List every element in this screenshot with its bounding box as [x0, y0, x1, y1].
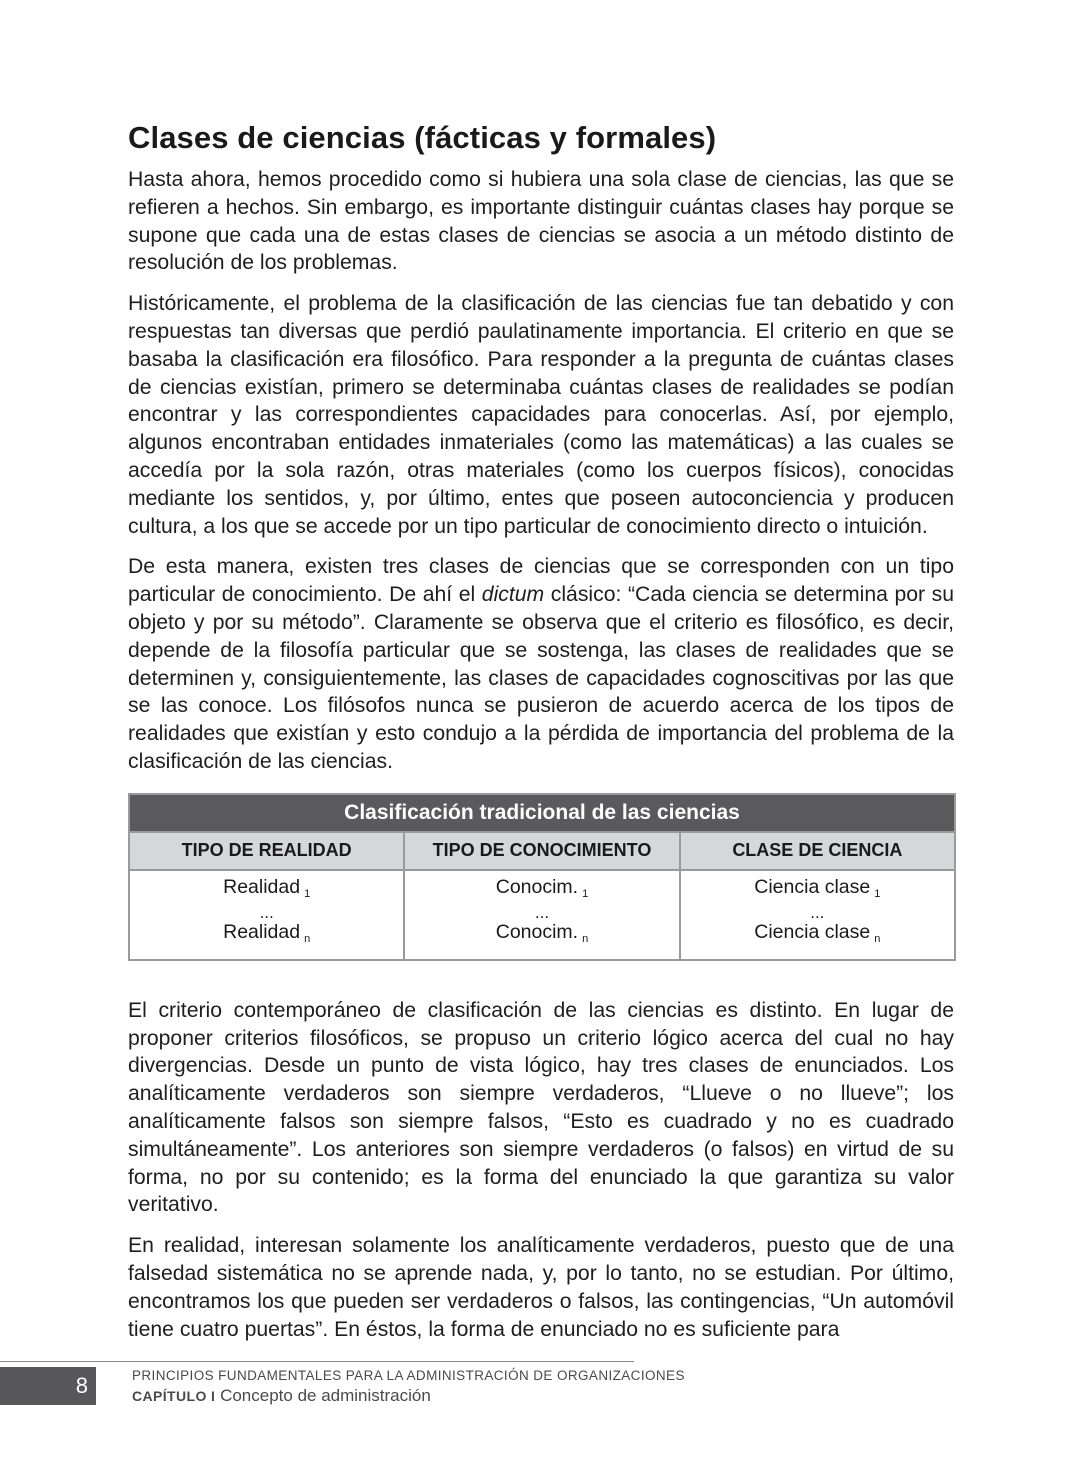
footer-rule	[0, 1361, 634, 1362]
footer-chapter-label: CAPÍTULO I	[132, 1388, 216, 1404]
table-title: Clasificación tradicional de las ciencias	[129, 794, 955, 832]
paragraph-5: En realidad, interesan solamente los analíticamente verdaderos, puesto que de una falsedad sistemática no se aprende nada, y, por lo tanto, no se estudian. Por último, encontramos los que pueden ser verdaderos o falsos, las contingencias, “Un automóvil tiene cuatro puertas”. En éstos, la forma de enunciado no es suficiente para	[128, 1234, 954, 1341]
cell-subscript: n	[582, 932, 589, 945]
cell-text: Realidad	[223, 920, 301, 943]
cell-ciencia	[680, 870, 955, 960]
cell-ellipsis: ...	[259, 902, 274, 922]
dictum-italic: dictum	[481, 583, 545, 607]
page-content	[128, 120, 954, 1356]
footer-chapter	[132, 1385, 685, 1407]
header-tipo-conocimiento: TIPO DE CONOCIMIENTO	[404, 832, 679, 870]
header-tipo-realidad: TIPO DE REALIDAD	[129, 832, 404, 870]
header-clase-ciencia: CLASE DE CIENCIA	[680, 832, 955, 870]
footer-book-title: PRINCIPIOS FUNDAMENTALES PARA LA ADMINISTRACIÓN DE ORGANIZACIONES	[132, 1368, 685, 1383]
classification-table	[128, 793, 956, 961]
paragraph-4: El criterio contemporáneo de clasificación de las ciencias es distinto. En lugar de proponer criterios filosóficos, se propuso un criterio lógico acerca del cual no hay divergencias. Desde un punto de vista lógico, hay tres clases de enunciados. Los analíticamente verdaderos son siempre verdaderos, “Llueve o no llueve”; los analíticamente falsos son siempre falsos, “Esto es cuadrado y no es cuadrado simultáneamente”. Los anteriores son siempre verdaderos (o falsos) en virtud de su forma, no por su contenido; es la forma del enunciado la que garantiza su valor veritativo.	[128, 998, 954, 1217]
cell-ellipsis: ...	[810, 902, 825, 922]
cell-subscript: 1	[874, 887, 881, 900]
cell-conocimiento	[404, 870, 679, 960]
cell-text: Ciencia clase	[754, 920, 871, 943]
paragraph-3-part-1: De esta manera, existen tres clases de ciencias que se corresponden con un tipo particular de conocimiento. De ahí el	[128, 555, 954, 607]
paragraph-2: Históricamente, el problema de la clasificación de las ciencias fue tan debatido y con respuestas tan diversas que perdió paulatinamente importancia. El criterio en que se basaba la clasificación era filosófico. Para responder a la pregunta de cuántas clases de ciencias existían, primero se determinaba cuántas clases de realidades se podían encontrar y las correspondientes capacidades para conocerlas. Así, por ejemplo, algunos encontraban entidades inmateriales (como las matemáticas) a las cuales se accedía por la sola razón, otras materiales (como los cuerpos físicos), conocidas mediante los sentidos, y, por último, entes que poseen autoconciencia y producen cultura, a los que se accede por un tipo particular de conocimiento directo o intuición.	[128, 292, 954, 538]
footer-chapter-title: Concepto de administración	[220, 1386, 431, 1405]
cell-subscript: n	[874, 932, 881, 945]
classification-table-wrap	[128, 793, 954, 961]
cell-realidad	[129, 870, 404, 960]
cell-subscript: 1	[304, 887, 311, 900]
cell-subscript: 1	[582, 887, 589, 900]
paragraph-1: Hasta ahora, hemos procedido como si hubiera una sola clase de ciencias, las que se refieren a hechos. Sin embargo, es importante distinguir cuántas clases hay porque se supone que cada una de estas clases de ciencias se asocia a un método distinto de resolución de los problemas.	[128, 168, 954, 275]
page-number: 8	[0, 1367, 96, 1405]
cell-subscript: n	[304, 932, 311, 945]
paragraph-3	[128, 553, 954, 775]
paragraph-3-part-2: clásico: “Cada ciencia se determina por su objeto y por su método”. Claramente se observa que el criterio es filosófico, es decir, depende de la filosofía particular que se sostenga, las clases de realidades que se determinen y, consiguientemente, las clases de capacidades cognoscitivas por las que se las conoce. Los filósofos nunca se pusieron de acuerdo acerca de los tipos de realidades que existían y esto condujo a la pérdida de importancia del problema de la clasificación de las ciencias.	[128, 583, 954, 773]
footer-text	[132, 1367, 685, 1407]
cell-text: Realidad	[223, 875, 301, 898]
cell-ellipsis: ...	[534, 902, 550, 922]
cell-text: Ciencia clase	[754, 875, 871, 898]
cell-text: Conocim.	[495, 875, 579, 898]
section-heading: Clases de ciencias (fácticas y formales)	[128, 120, 717, 155]
cell-text: Conocim.	[495, 920, 579, 943]
